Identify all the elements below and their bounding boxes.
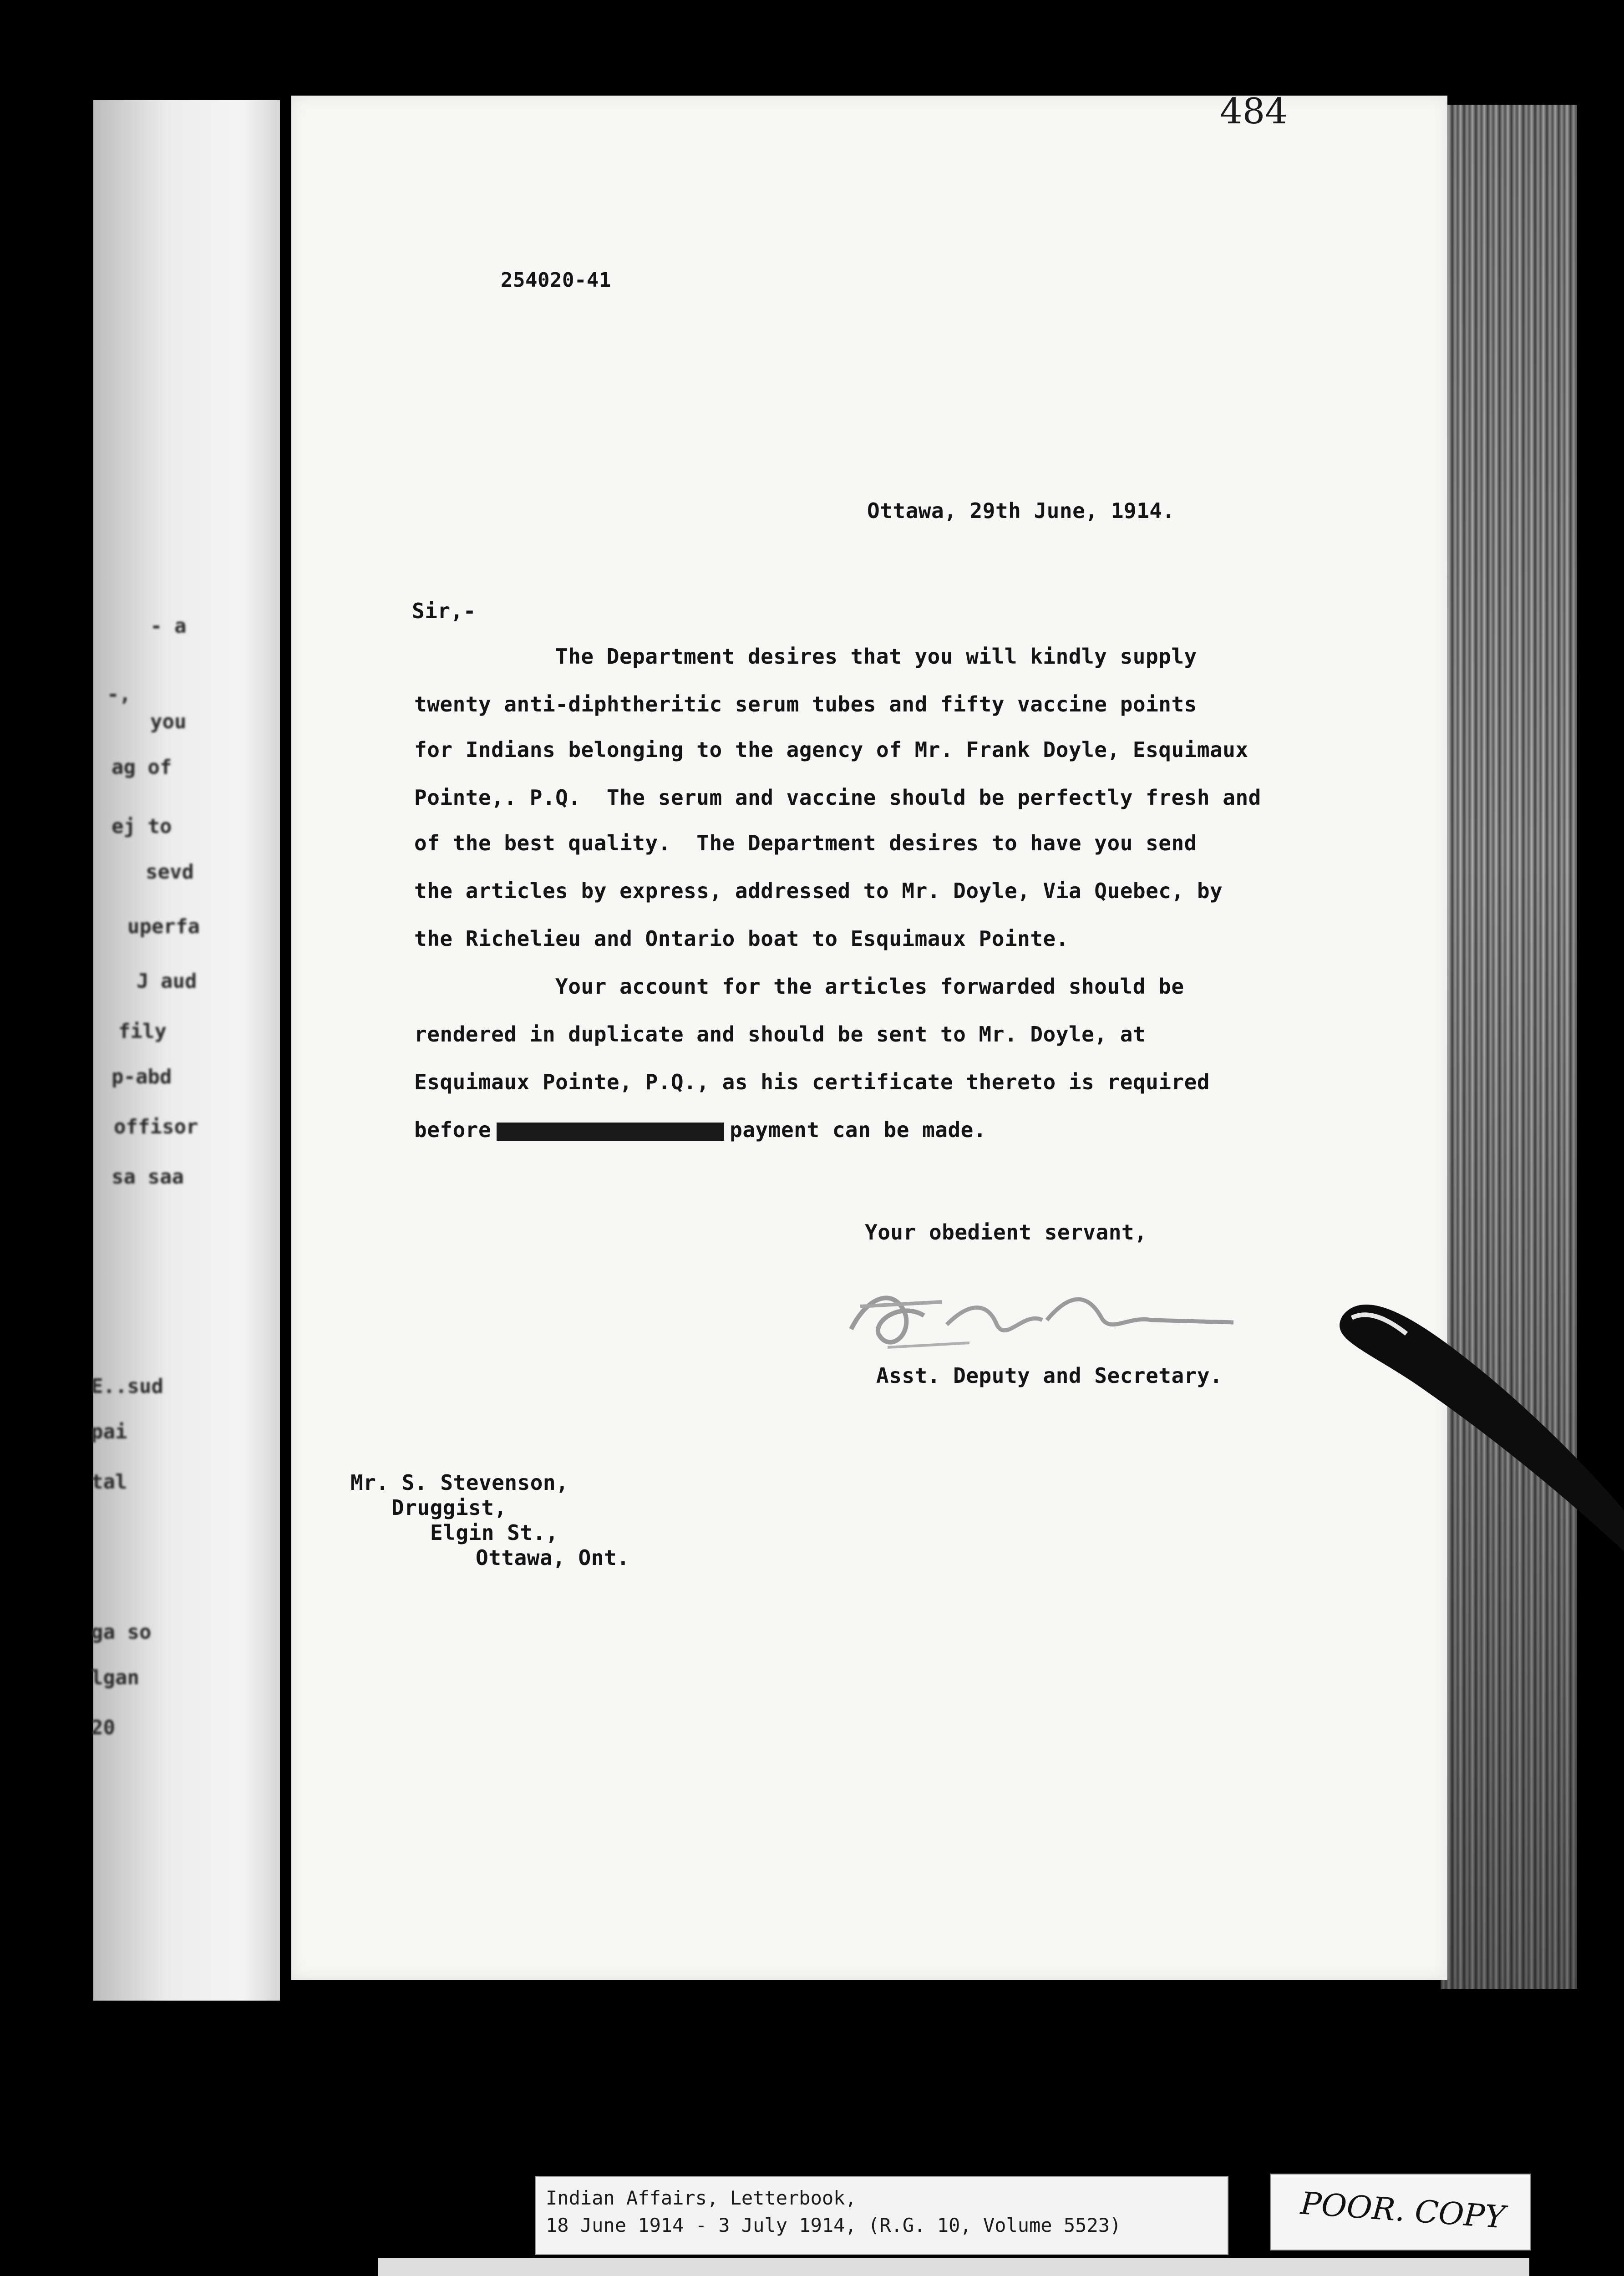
archive-label-line2: 18 June 1914 - 3 July 1914, (R.G. 10, Volume 5523): [546, 2214, 1122, 2236]
letter-body-line: the articles by express, addressed to Mr. Doyle, Via Quebec, by: [414, 879, 1223, 903]
dateline: Ottawa, 29th June, 1914.: [867, 498, 1175, 523]
left-facing-page: [93, 100, 280, 2001]
reference-number: 254020-41: [501, 269, 611, 292]
left-page-fragment: p-abd: [112, 1065, 172, 1088]
handwritten-signature: [833, 1275, 1265, 1366]
letter-body-line-last: [414, 1118, 986, 1142]
addressee-city: Ottawa, Ont.: [476, 1545, 630, 1570]
last-line-end: payment can be made.: [730, 1118, 987, 1142]
left-page-fragment: ej to: [112, 815, 172, 838]
left-page-fragment: E..sud: [91, 1375, 163, 1398]
left-page-fragment: J aud: [137, 970, 197, 993]
letter-body-line: The Department desires that you will kindly supply: [555, 644, 1197, 669]
pen-pointer: [1334, 1297, 1624, 1552]
addressee-occupation: Druggist,: [391, 1495, 507, 1520]
archive-catalogue-label: [535, 2176, 1228, 2255]
public-archives-stamp: [378, 2258, 1529, 2276]
left-page-fragment: offisor: [114, 1115, 198, 1138]
left-page-fragment: -,: [107, 683, 131, 706]
letter-body-line: Esquimaux Pointe, P.Q., as his certificate thereto is required: [414, 1070, 1210, 1094]
letter-body-line: the Richelieu and Ontario boat to Esquimaux Pointe.: [414, 926, 1069, 951]
poor-copy-text: POOR. COPY: [1299, 2185, 1507, 2236]
left-page-fragment: 20: [91, 1716, 115, 1739]
letter-body-line: Your account for the articles forwarded should be: [555, 974, 1184, 999]
letter-body-line: twenty anti-diphtheritic serum tubes and fifty vaccine points: [414, 692, 1197, 716]
struck-out-word: [497, 1123, 724, 1141]
closing: Your obedient servant,: [865, 1220, 1147, 1245]
archive-label-line1: Indian Affairs, Letterbook,: [546, 2187, 857, 2209]
letter-body-line: rendered in duplicate and should be sent to Mr. Doyle, at: [414, 1022, 1146, 1047]
letter-body-line: for Indians belonging to the agency of Mr. Frank Doyle, Esquimaux: [414, 737, 1248, 762]
salutation: Sir,-: [412, 599, 476, 623]
left-page-fragment: sa saa: [112, 1165, 184, 1189]
page-number: 484: [1220, 91, 1288, 132]
last-line-start: before: [414, 1118, 492, 1142]
letter-body-line: of the best quality. The Department desires to have you send: [414, 831, 1197, 855]
signatory-title: Asst. Deputy and Secretary.: [876, 1363, 1223, 1388]
addressee-name: Mr. S. Stevenson,: [350, 1470, 569, 1495]
poor-copy-note: [1270, 2174, 1531, 2251]
left-page-fragment: tal: [91, 1470, 127, 1494]
letter-body-line: Pointe,. P.Q. The serum and vaccine should be perfectly fresh and: [414, 785, 1261, 810]
left-page-fragment: pai: [91, 1420, 127, 1443]
book-page-edges-shadow: [1441, 105, 1577, 1989]
addressee-street: Elgin St.,: [430, 1520, 558, 1545]
left-page-fragment: ag of: [112, 756, 172, 779]
left-page-fragment: you: [150, 710, 187, 733]
left-page-fragment: fily: [118, 1020, 167, 1043]
left-page-fragment: ga so: [91, 1621, 152, 1644]
left-page-fragment: uperfa: [127, 915, 200, 938]
left-page-fragment: - a: [150, 615, 187, 638]
left-page-fragment: sevd: [146, 860, 194, 884]
left-page-fragment: lgan: [91, 1666, 139, 1689]
